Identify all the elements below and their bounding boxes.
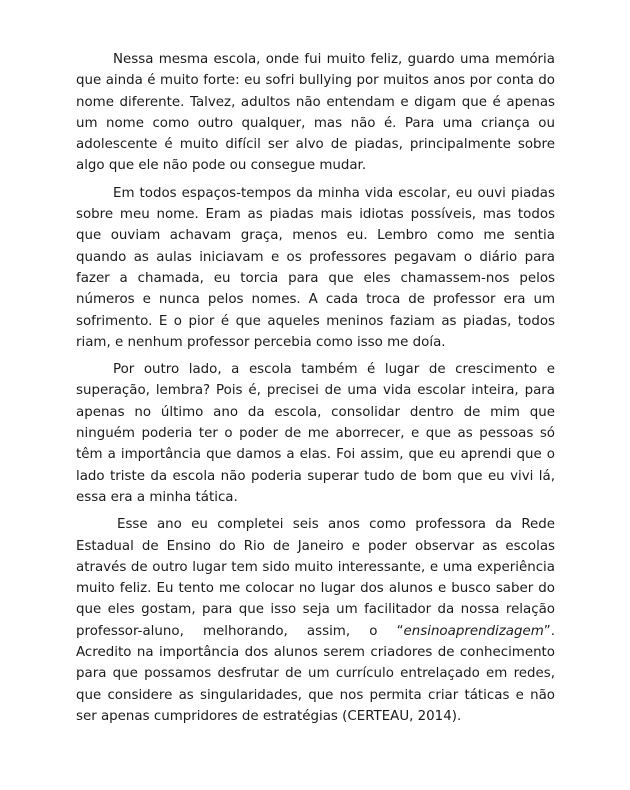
paragraph-4 (76, 514, 555, 727)
body-text (76, 49, 555, 733)
paragraph-4-italic-term: ensinoaprendizagem (403, 623, 544, 639)
paragraph-3: Por outro lado, a escola também é lugar de crescimento e superação, lembra? Pois é, precisei de uma vida escolar inteira, para apenas no último ano da escola, consolidar dentro de mim que ninguém poderia ter o poder de me aborrecer, e que as pessoas só têm a importância que damos a elas. Foi assim, que eu aprendi que o lado triste da escola não poderia superar tudo de bom que eu vivi lá, essa era a minha tática. (76, 362, 555, 505)
paragraph-4-text-after: ”. Acredito na importância dos alunos serem criadores de conhecimento para que possamos desfrutar de um currículo entrelaçado em redes, que considere as singularidades, que nos permita criar táticas e não ser apenas cumpridores de estratégias (CERTEAU, 2014). (76, 623, 555, 724)
paragraph-2: Em todos espaços-tempos da minha vida escolar, eu ouvi piadas sobre meu nome. Eram as piadas mais idiotas possíveis, mas todos que ouviam achavam graça, menos eu. Lembro como me sentia quando as aulas iniciavam e os professores pegavam o diário para fazer a chamada, eu torcia para que eles chamassem-nos pelos números e nunca pelos nomes. A cada troca de professor era um sofrimento. E o pior é que aqueles meninos faziam as piadas, todos riam, e nenhum professor percebia como isso me doía. (76, 185, 555, 350)
paragraph-1: Nessa mesma escola, onde fui muito feliz, guardo uma memória que ainda é muito forte: eu sofri bullying por muitos anos por conta do nome diferente. Talvez, adultos não entendam e digam que é apenas um nome como outro qualquer, mas não é. Para uma criança ou adolescente é muito difícil ser alvo de piadas, principalmente sobre algo que ele não pode ou consegue mudar. (76, 52, 555, 174)
paragraph-4-text-before: Esse ano eu completei seis anos como professora da Rede Estadual de Ensino do Rio de Janeiro e poder observar as escolas através de outro lugar tem sido muito interessante, e uma experiência muito feliz. Eu tento me colocar no lugar dos alunos e busco saber do que eles gostam, para que isso seja um facilitador da nossa relação professor-aluno, melhorando, assim, o “ (76, 517, 555, 639)
